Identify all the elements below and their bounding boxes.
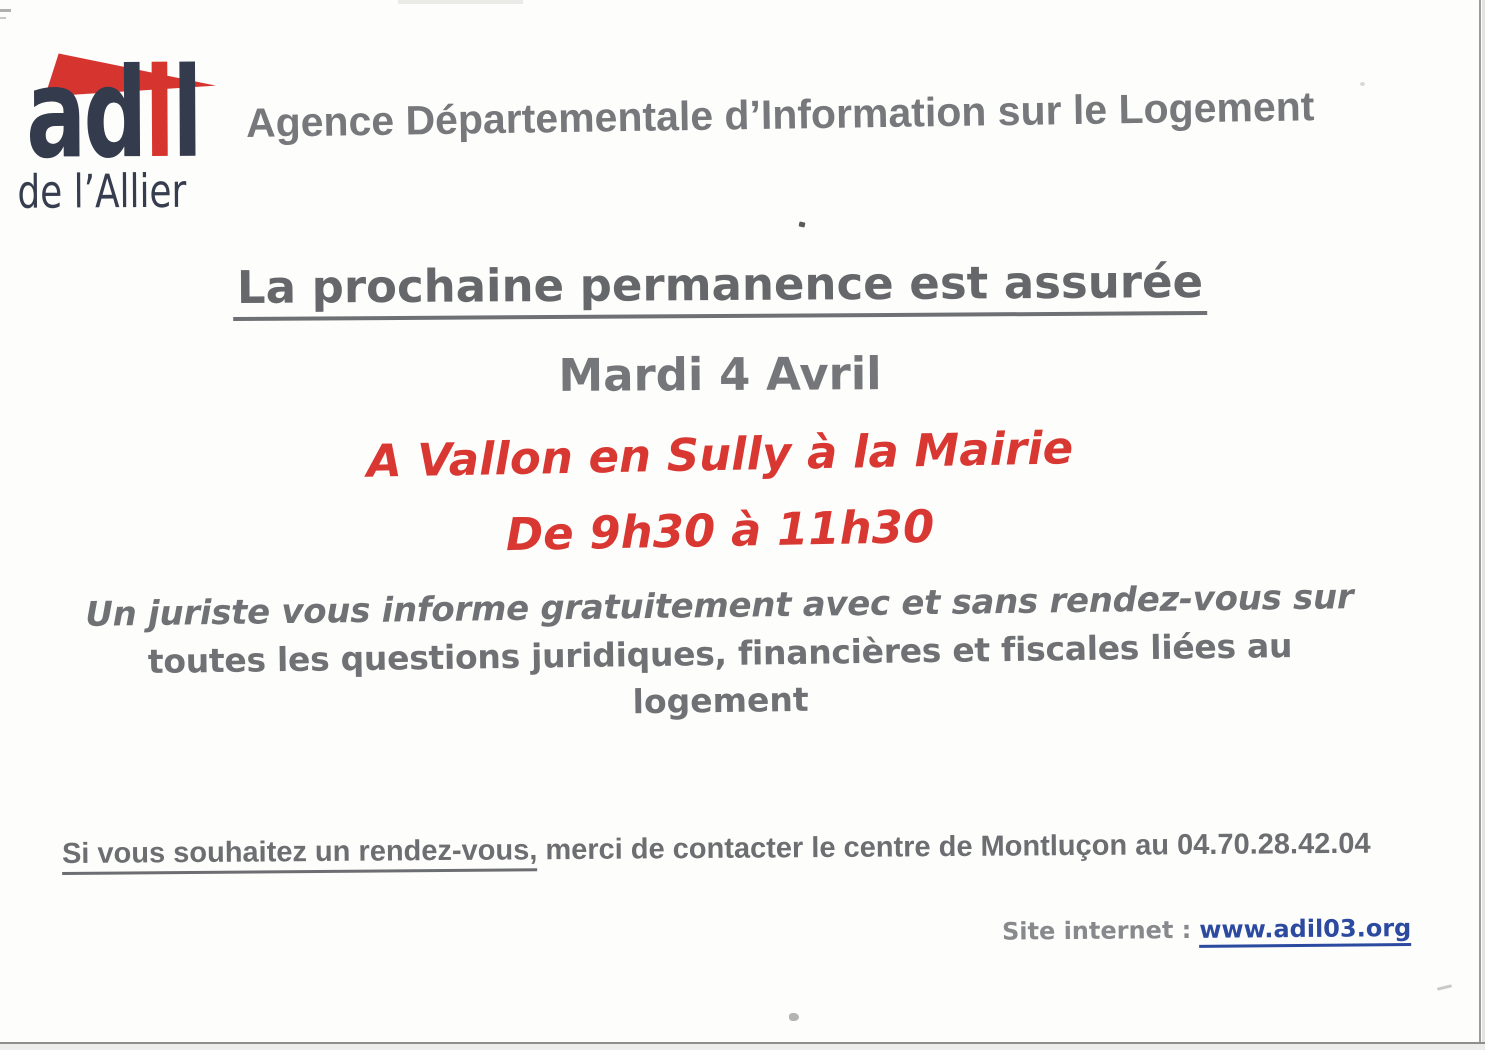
agency-title: Agence Départementale d’Information sur le Logement (245, 83, 1315, 146)
logo-letters-ad: ad (25, 42, 145, 187)
scan-speck-bottom (789, 1013, 799, 1021)
notice-heading-text: La prochaine permanence est assurée (233, 255, 1207, 321)
service-description-line2: toutes les questions juridiques, financières et fiscales liées au (147, 626, 1293, 681)
service-description-line3: logement (632, 679, 809, 722)
website-link[interactable]: www.adil03.org (1199, 914, 1411, 948)
scan-speck-center (799, 221, 806, 227)
event-time: De 9h30 à 11h30 (505, 499, 935, 562)
logo-subtitle: de l’Allier (17, 163, 187, 219)
event-location: A Vallon en Sully à la Mairie (366, 421, 1074, 488)
appointment-underlined-text: Si vous souhaitez un rendez-vous, (62, 834, 538, 875)
service-description-line1: Un juriste vous informe gratuitement avec et sans rendez-vous sur (85, 577, 1354, 635)
appointment-rest-text: merci de contacter le centre de Montluçon au 04.70.28.42.04 (537, 827, 1371, 867)
event-date: Mardi 4 Avril (558, 347, 882, 402)
scan-edge-right (1479, 0, 1481, 1050)
scan-smudge-top (398, 0, 523, 4)
service-description (0, 573, 1441, 734)
scan-edge-bottom (0, 1042, 1485, 1044)
scan-corner-mark-2 (0, 17, 6, 19)
logo-letter-l: l (171, 41, 201, 186)
website-label: Site internet : (1001, 915, 1192, 946)
scan-mark-bottom-right (1437, 984, 1452, 991)
scan-corner-mark (0, 9, 11, 12)
website-line (1002, 914, 1411, 946)
scan-dot-top-right (1360, 82, 1365, 86)
logo-letter-i: i (144, 41, 173, 187)
notice-heading (0, 254, 1440, 316)
scan-edge-bottom-light (0, 1044, 1485, 1050)
appointment-instructions (62, 828, 1371, 871)
logo-wordmark (25, 41, 201, 187)
